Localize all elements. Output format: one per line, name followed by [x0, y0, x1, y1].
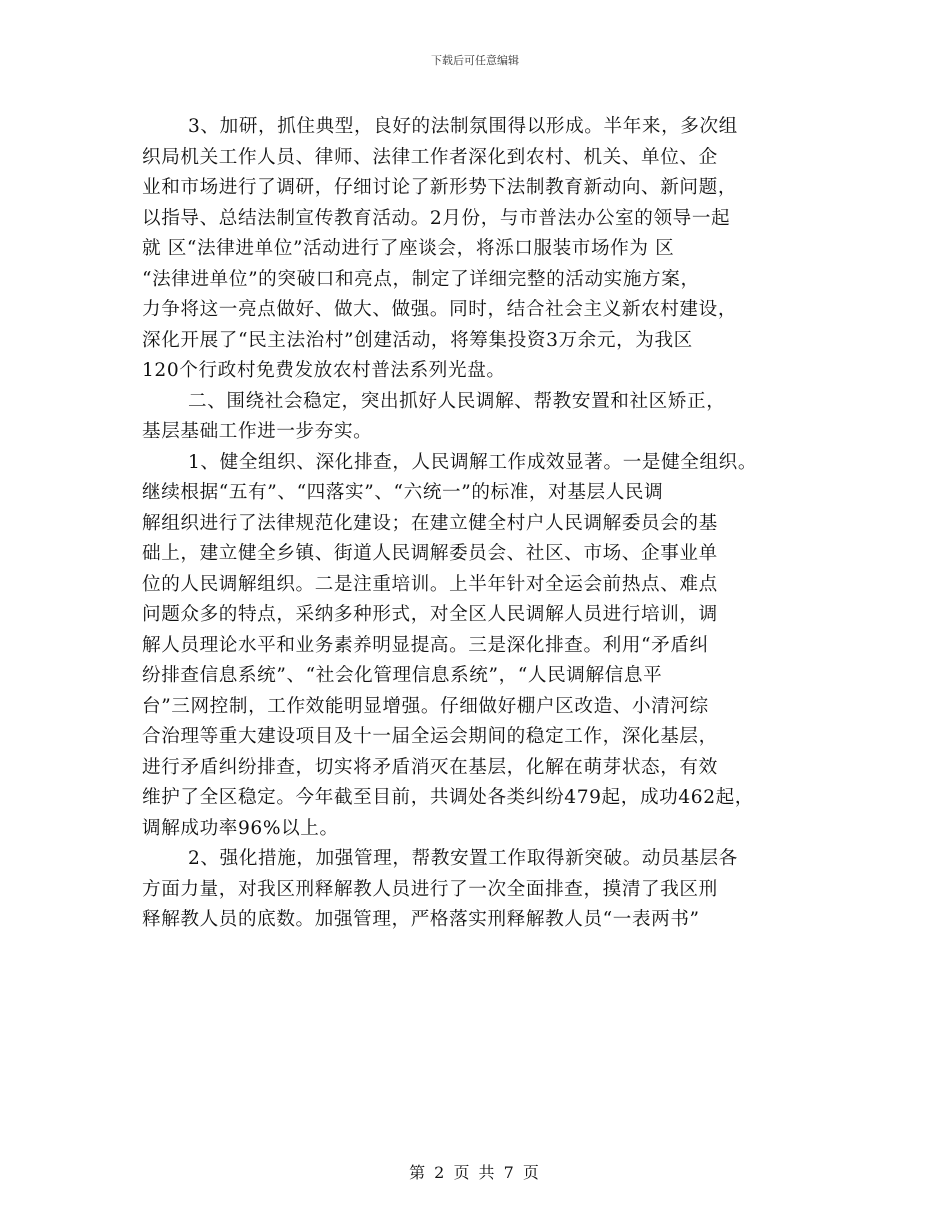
text-line: 就 区“法律进单位”活动进行了座谈会，将泺口服装市场作为 区 — [142, 238, 675, 259]
text-line: 3、加研，抓住典型，良好的法制氛围得以形成。半年来，多次组 — [188, 116, 738, 137]
text-line: 释解教人员的底数。加强管理，严格落实刑释解教人员“一表两书” — [142, 909, 700, 930]
page-number: 第 2 页 共 7 页 — [409, 1163, 541, 1182]
text-line: 二、围绕社会稳定，突出抓好人民调解、帮教安置和社区矫正， — [188, 390, 726, 412]
text-line: 业和市场进行了调研，仔细讨论了新形势下法制教育新动向、新问题， — [142, 177, 738, 198]
text-line: 基层基础工作进一步夯实。 — [142, 421, 373, 442]
text-line: 以指导、总结法制宣传教育活动。2月份，与市普法办公室的领导一起 — [142, 207, 731, 229]
document-body — [142, 112, 832, 936]
text-line: 础上，建立健全乡镇、街道人民调解委员会、社区、市场、企事业单 — [142, 543, 718, 564]
text-line: 解人员理论水平和业务素养明显提高。三是深化排查。利用“矛盾纠 — [142, 634, 709, 656]
text-line: 2、强化措施，加强管理，帮教安置工作取得新突破。动员基层各 — [188, 848, 738, 869]
text-line: 继续根据“五有”、“四落实”、“六统一”的标准，对基层人民调 — [142, 482, 664, 503]
text-line: 深化开展了“民主法治村”创建活动，将筹集投资3万余元，为我区 — [142, 329, 693, 351]
paragraph — [142, 448, 832, 845]
text-line: 1、健全组织、深化排查，人民调解工作成效显著。一是健全组织。 — [188, 451, 758, 473]
text-line: 解组织进行了法律规范化建设；在建立健全村户人民调解委员会的基 — [142, 512, 718, 534]
text-line: 维护了全区稳定。今年截至目前，共调处各类纠纷479起，成功462起， — [142, 787, 755, 808]
paragraph — [142, 112, 832, 387]
text-line: 合治理等重大建设项目及十一届全运会期间的稳定工作，深化基层， — [142, 726, 718, 747]
text-line: 位的人民调解组织。二是注重培训。上半年针对全运会前热点、难点 — [142, 573, 718, 595]
paragraph — [142, 387, 832, 448]
text-line: 织局机关工作人员、律师、法律工作者深化到农村、机关、单位、企 — [142, 146, 718, 168]
text-line: 调解成功率96%以上。 — [142, 817, 339, 839]
text-line: 进行矛盾纠纷排查，切实将矛盾消灭在基层，化解在萌芽状态，有效 — [142, 756, 718, 778]
text-line: 方面力量，对我区刑释解教人员进行了一次全面排查，摸清了我区刑 — [142, 878, 718, 900]
text-line: “法律进单位”的突破口和亮点，制定了详细完整的活动实施方案， — [142, 268, 700, 290]
page-header-note: 下载后可任意编辑 — [431, 54, 519, 67]
text-line: 纷排查信息系统”、“社会化管理信息系统”，“人民调解信息平 — [142, 665, 663, 686]
text-line: 力争将这一亮点做好、做大、做强。同时，结合社会主义新农村建设， — [142, 299, 738, 320]
paragraph — [142, 844, 832, 936]
text-line: 120个行政村免费发放农村普法系列光盘。 — [142, 360, 506, 381]
text-line: 问题众多的特点，采纳多种形式，对全区人民调解人员进行培训，调 — [142, 604, 718, 625]
text-line: 台”三网控制，工作效能明显增强。仔细做好棚户区改造、小清河综 — [142, 695, 709, 717]
